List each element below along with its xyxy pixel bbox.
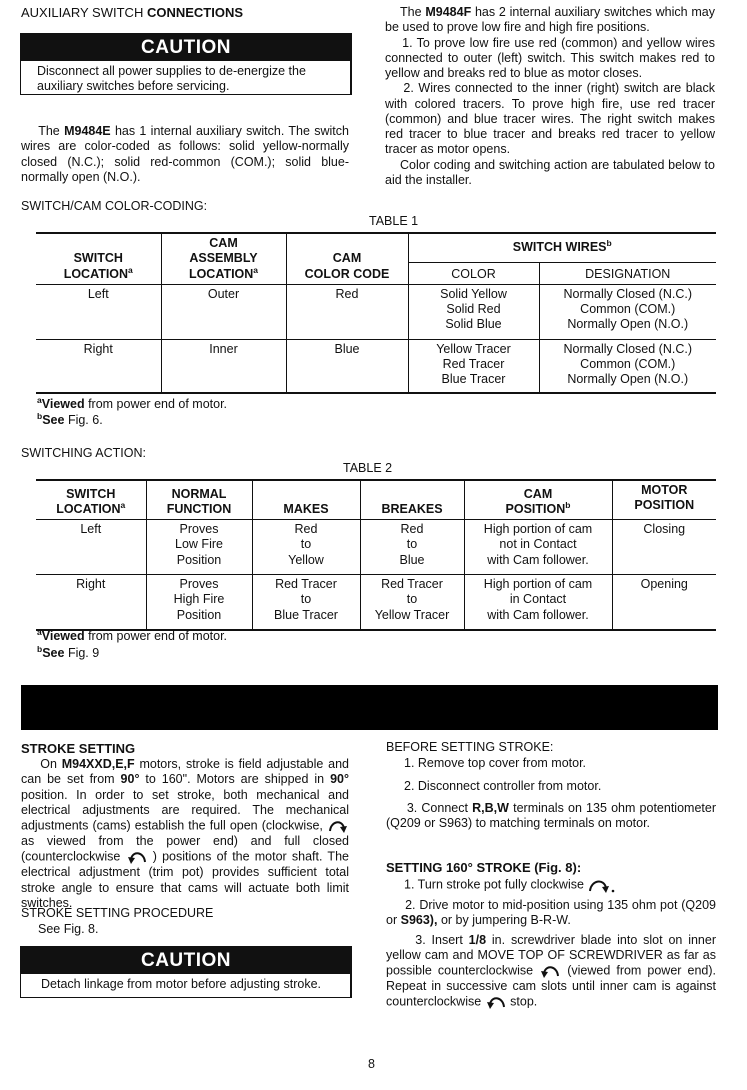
clockwise-arrow-icon [327,818,349,834]
cell-cam [464,520,612,575]
cell-line: Low Fire [175,537,223,552]
table2-note-a [37,626,228,644]
m9484f-section [385,5,715,188]
item-1 [385,36,715,82]
cell-function [146,520,252,575]
cell-line: High portion of cam [483,522,593,536]
table-row [36,575,716,630]
cell-color-code: Red [286,284,408,339]
bold-text: S963), [400,913,438,928]
cell-line: Solid Red [446,302,501,316]
cell-line: Proves [179,577,219,591]
m9484f-paragraph [385,5,715,36]
stroke-setting-heading: STROKE SETTING [21,741,136,756]
aux-switch-heading [21,5,243,21]
cell-location: Left [87,286,109,301]
cell-line: Common (COM.) [580,302,676,316]
table1-note-b [37,410,103,428]
cell-line: Solid Blue [445,317,502,332]
cell-line: Normally Closed (N.C.) [563,286,692,301]
model-m9484e: M9484E [64,124,111,138]
table2-caption: TABLE 2 [343,461,393,475]
cell-line: Yellow [288,552,324,567]
text: to 160". Motors are shipped in [145,772,325,787]
m9484e-paragraph [21,124,349,185]
before-heading: BEFORE SETTING STROKE: [386,740,554,754]
before-step-3 [386,801,716,832]
item-1-text: 1. To prove low fire use red (common) and yellow wires connected to outer (left) switch. This switch makes red to yellow and breaks red to blue as motor closes. [385,35,715,80]
note-bold: See [42,413,65,427]
th-text: MOTOR [641,483,688,497]
cell-line: Red Tracer [275,577,337,591]
sup: a [120,499,126,510]
procedure-see: See Fig. 8. [38,922,99,936]
p-rest: has 2 internal auxiliary switches which may be used to prove low fire and high fire positions. [385,5,715,35]
th-text: CAM [332,251,362,266]
text: ) positions of the motor shaft. The electrical adjustment (trim pot) provides sufficient total stroke angle to ensure that cams will actuate both limit switches. [21,849,349,910]
cell-line: with Cam follower. [487,607,589,622]
cell-line: Red Tracer [442,357,505,371]
text: 3. Connect [406,800,468,815]
table2-note-b [37,643,100,661]
before-step-1: 1. Remove top cover from motor. [404,756,587,771]
item-3-text: Color coding and switching action are tabulated below to aid the installer. [385,157,715,187]
th-cam-assembly-location [161,233,286,284]
cell-makes [252,575,360,630]
cell-line: not in Contact [499,537,577,552]
cell-line: with Cam follower. [487,552,589,567]
cell-line: in Contact [509,592,567,607]
th-designation: DESIGNATION [539,263,716,285]
cell-designations [539,339,716,393]
cell-location: Left [80,522,102,536]
p-rest: has 1 internal auxiliary switch. The switch wires are color-coded as follows: solid yellow-normally closed (N.C.); solid red-common (COM.); solid blue-normally open (N.O.). [21,124,349,184]
th-color: COLOR [408,263,539,285]
setting-step-3 [386,933,716,1011]
cell-line: Blue Tracer [274,607,338,622]
heading-bold: CONNECTIONS [146,5,244,20]
cell-function [146,575,252,630]
sup: b [37,643,43,654]
text: On [40,757,57,771]
before-setting-section [386,740,716,831]
page-number: 8 [368,1057,375,1071]
setting-step-2 [386,898,716,929]
item-2-text: 2. Wires connected to the inner (right) switch are black with colored tracers. To prove high fire, use red tracer (common) and blue tracer wires. The right switch makes red tracer to blue tracer and breaks red tracer to yellow tracer as motor opens. [385,81,715,157]
cell-line: Yellow Tracer [374,607,450,622]
cell-line: Normally Closed (N.C.) [563,341,692,356]
setting-160-heading: SETTING 160° STROKE (Fig. 8): [386,860,582,875]
cell-line: Red Tracer [381,577,443,591]
caution-text [21,974,351,996]
sup: b [37,410,43,421]
procedure-heading: STROKE SETTING PROCEDURE [21,906,214,920]
th-switch-location [36,480,146,520]
caution-box-aux [20,33,352,95]
cell-line: to [406,537,418,552]
sup: b [606,238,612,249]
text: position. In order to set stroke, both mechanical and electrical adjustments are required. The mechanical adjustments (cams) establish the full open (clockwise, [21,787,349,833]
table2-section-label: SWITCHING ACTION: [21,446,146,460]
sup: a [37,626,42,637]
text: 1. Turn stroke pot fully clockwise [404,877,584,892]
cell-line: Position [176,552,222,567]
cell-line: Common (COM.) [580,357,676,371]
cell-motor: Opening [612,575,716,630]
th-text: FUNCTION [166,501,232,516]
th-text: SWITCH [73,251,123,266]
section-divider-bar [21,685,718,730]
th-text: SWITCH [66,486,116,501]
item-2 [385,81,715,157]
cell-line: Proves [179,522,219,536]
counterclockwise-arrow-icon [485,994,507,1010]
cell-assembly: Outer [161,284,286,339]
th-breakes: BREAKES [360,480,464,520]
th-cam-color-code [286,233,408,284]
table-row [36,284,716,339]
text: or by jumpering B-R-W. [440,913,571,928]
cell-assembly: Inner [161,339,286,393]
cell-colors [408,284,539,339]
note-text: Fig. 6. [67,413,103,427]
counterclockwise-arrow-icon [126,849,148,865]
bold-text: R,B,W [472,800,509,815]
cell-line: Red [294,522,318,536]
note-text: from power end of motor. [88,629,228,643]
table1-section-label: SWITCH/CAM COLOR-CODING: [21,199,208,213]
cell-line: Red [400,522,424,536]
caution-text-value: Disconnect all power supplies to de-energize the auxiliary switches before servicing. [37,64,306,94]
table1-note-a [37,394,228,412]
model-m9484f: M9484F [425,5,472,19]
th-makes: MAKES [252,480,360,520]
text: terminals on 135 ohm potentiometer (Q209 or S963) to matching terminals on motor. [386,800,716,830]
cell-breakes [360,520,464,575]
caution-box-stroke [20,946,352,998]
th-text: LOCATION [63,266,129,281]
cell-line: Position [176,607,222,622]
text: (viewed from power end). Repeat in successive cam slots until inner cam is against counterclockwise [386,963,716,1009]
text: motors, stroke is field adjustable and can be set from [21,757,349,787]
sup: a [37,394,42,405]
cell-designations [539,284,716,339]
clockwise-arrow-icon [587,876,615,894]
cell-makes [252,520,360,575]
caution-text-value: Detach linkage from motor before adjusting stroke. [41,977,321,991]
text: 2. Drive motor to mid-position using 135 ohm pot (Q209 or [386,898,716,928]
cell-line: Yellow Tracer [436,341,511,356]
table-row [36,339,716,393]
cell-line: to [300,592,312,607]
th-text: LOCATION [56,501,121,516]
th-text: LOCATION [188,266,254,281]
sup: b [565,499,571,510]
cell-colors [408,339,539,393]
text: 3. Insert [415,932,463,947]
heading-prefix: AUXILIARY SWITCH [21,5,144,20]
caution-title: CAUTION [21,947,351,974]
th-text: ASSEMBLY [189,251,258,266]
note-text: Fig. 9 [67,646,100,660]
degree: 90° [330,772,349,787]
th-text: SWITCH WIRES [512,240,607,255]
th-normal-function [146,480,252,520]
item-3 [385,158,715,189]
note-bold: See [42,646,65,660]
th-motor-position [612,480,716,520]
cell-breakes [360,575,464,630]
sup: a [128,264,133,275]
th-text: POSITION [634,498,695,513]
p-intro: The [38,124,60,138]
text: stop. [510,994,538,1009]
th-cam-position [464,480,612,520]
setting-160-section [386,876,716,1010]
th-text: CAM [523,486,553,501]
caution-text [21,61,351,99]
cell-line: Blue [399,552,425,567]
th-text: COLOR CODE [304,266,390,281]
table-2 [36,479,716,631]
cell-line: Normally Open (N.O.) [567,372,689,387]
bold-text: 1/8 [468,932,487,947]
cell-line: Solid Yellow [440,286,507,301]
setting-step-1 [386,876,716,894]
cell-line: to [300,537,312,552]
cell-location: Right [36,339,161,393]
cell-line: High portion of cam [483,577,593,591]
counterclockwise-arrow-icon [539,963,561,979]
cell-motor: Closing [612,520,716,575]
text: as viewed from the power end) and full closed (counterclockwise [21,834,349,864]
note-text: from power end of motor. [88,397,228,411]
th-text: NORMAL [171,486,227,501]
cell-color-code: Blue [286,339,408,393]
th-switch-location [36,233,161,284]
cell-line: High Fire [173,592,225,607]
cell-line: to [406,592,418,607]
caution-title: CAUTION [21,34,351,61]
cell-cam [464,575,612,630]
table-row [36,520,716,575]
table-1 [36,232,716,394]
table1-caption: TABLE 1 [369,214,419,228]
p-intro: The [400,5,422,19]
text: in. screwdriver blade into slot on inner yellow cam and MOVE TOP OF SCREWDRIVER as far as possible counterclockwise [386,932,716,978]
cell-line: Normally Open (N.O.) [567,317,689,332]
model: M94XXD,E,F [61,757,135,771]
th-text: CAM [209,236,238,250]
th-switch-wires [408,233,716,263]
degree: 90° [120,772,140,787]
note-bold: Viewed [41,629,85,643]
cell-location: Right [36,575,146,630]
stroke-paragraph [21,757,349,911]
note-bold: Viewed [41,397,85,411]
th-text: POSITION [505,501,566,516]
cell-line: Blue Tracer [441,372,506,387]
before-step-2: 2. Disconnect controller from motor. [404,778,602,793]
sup: a [253,264,259,275]
